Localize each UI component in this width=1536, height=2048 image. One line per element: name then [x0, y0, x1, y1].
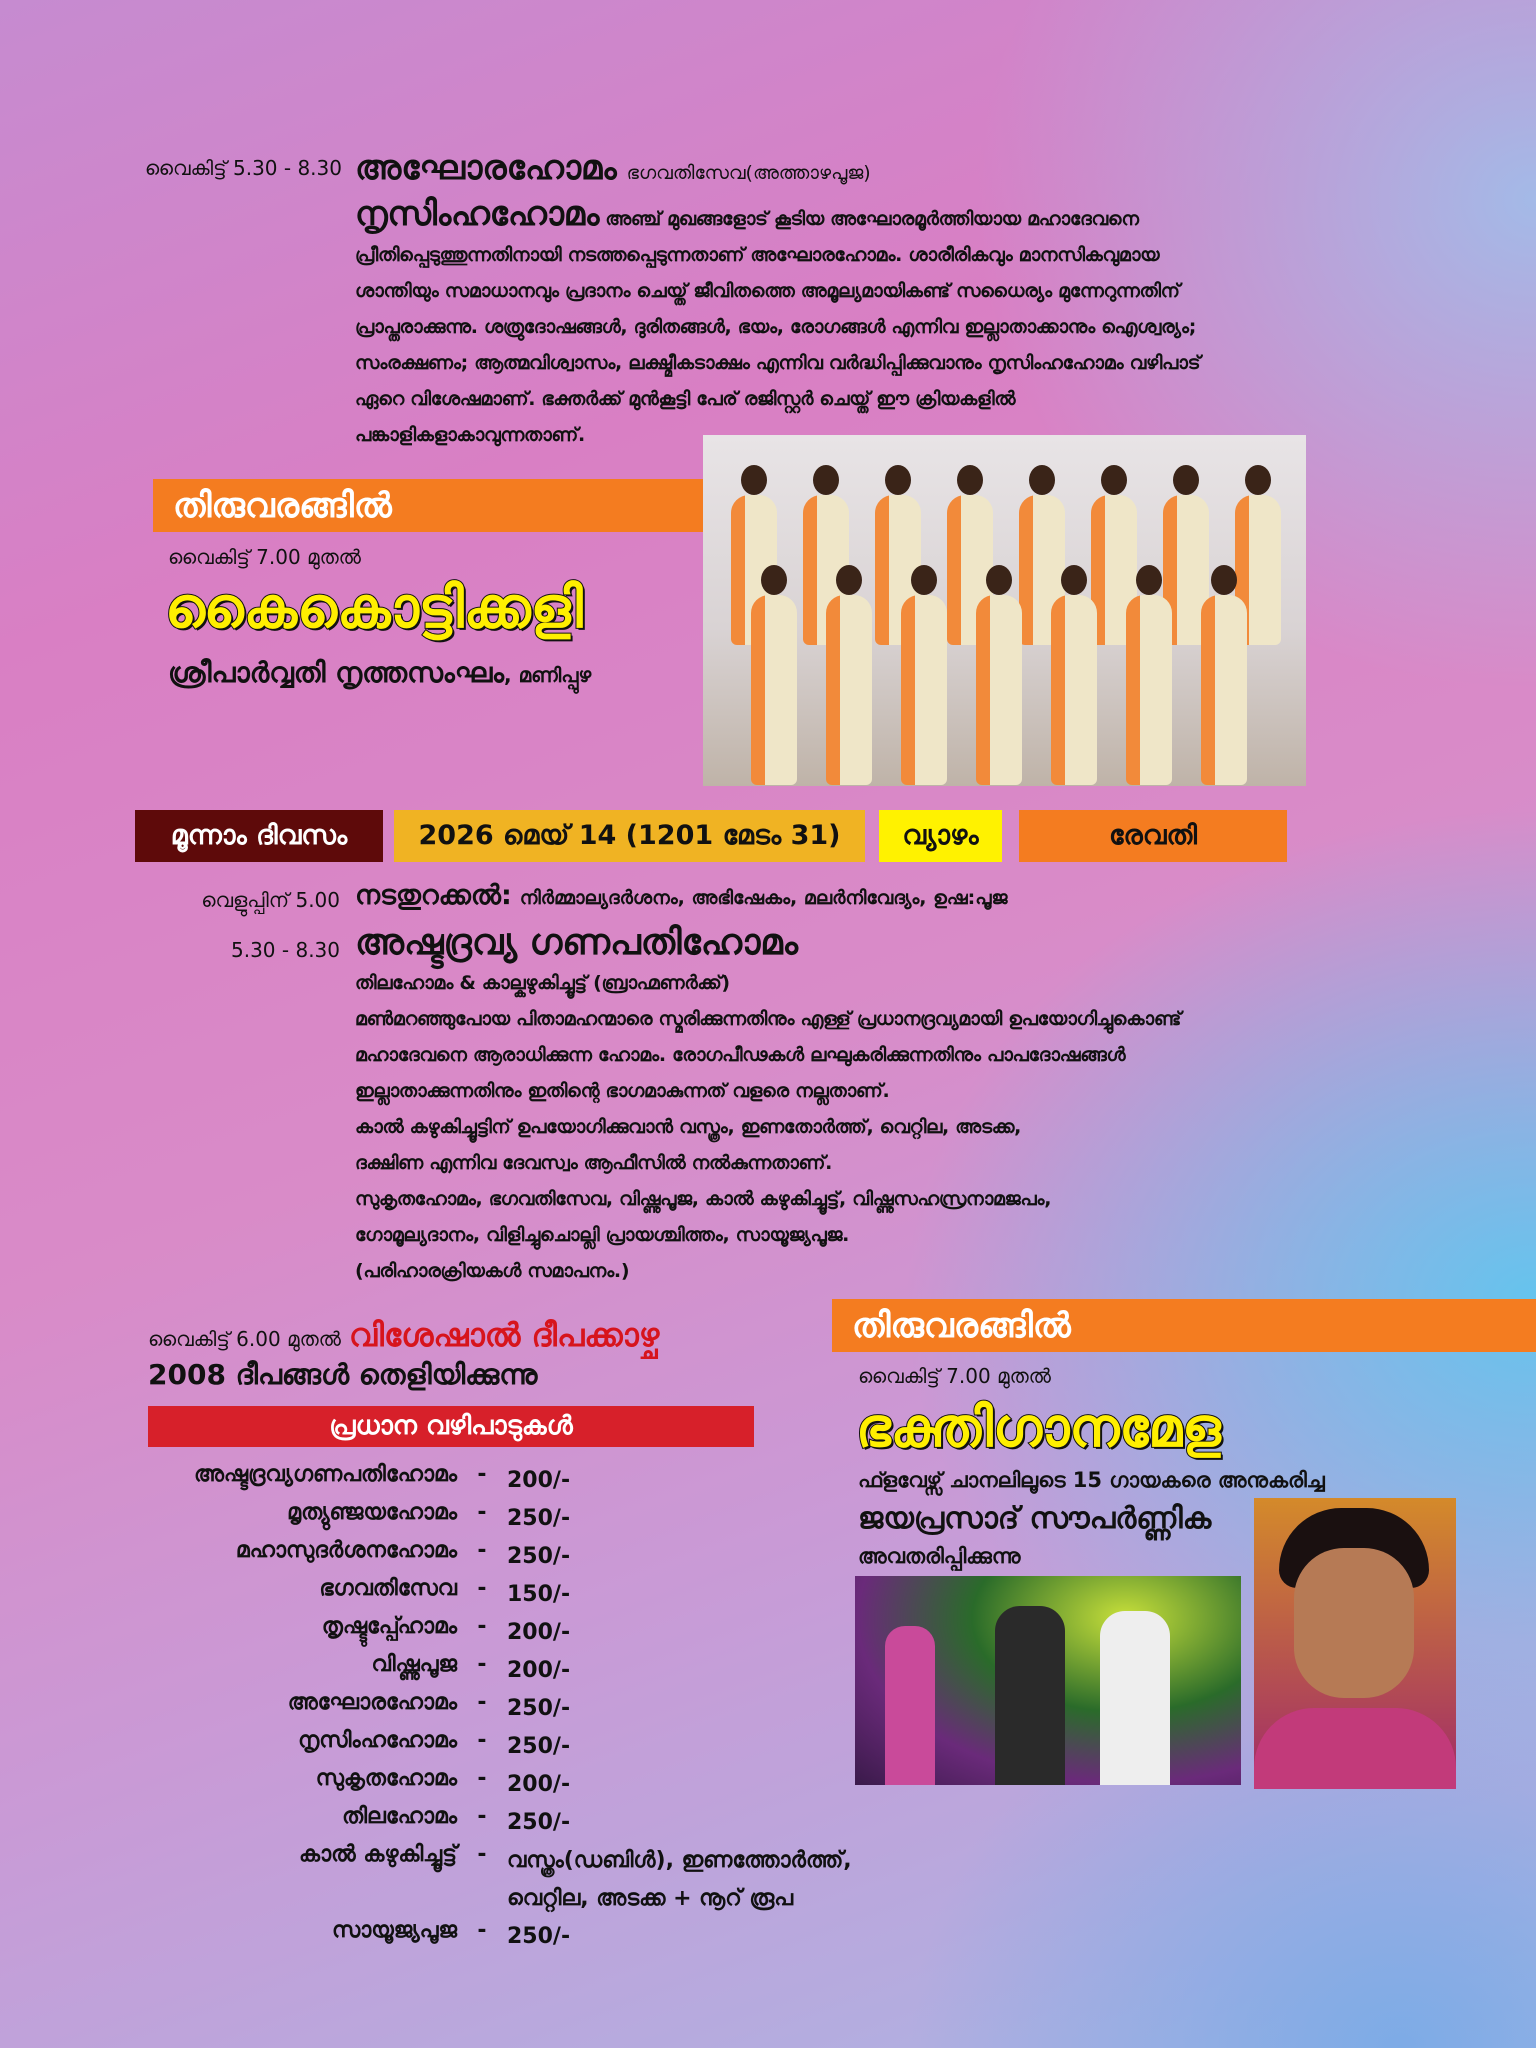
- dancer-figure: [968, 565, 1030, 786]
- singer-portrait-photo: [1254, 1498, 1456, 1789]
- offering-dash: -: [477, 1918, 487, 1943]
- para-line: പങ്കാളികളാകാവുന്നതാണ്.: [355, 424, 585, 446]
- offering-price: [507, 1538, 570, 1576]
- para-line: സംരക്ഷണം; ആത്മവിശ്വാസം, ലക്ഷ്മീകടാക്ഷം എന്നിവ വർദ്ധിപ്പിക്കുവാനും നൃസിംഹഹോമം വഴിപാട്: [355, 352, 1201, 374]
- offering-price: [507, 1690, 570, 1728]
- offering-name: മൃത്യുഞ്ജയഹോമം: [287, 1500, 457, 1525]
- ritual-subtitle: ഭഗവതിസേവ(അത്താഴപൂജ): [626, 162, 871, 184]
- ganapathi-homam-title: അഷ്ടദ്രവ്യ ഗണപതിഹോമം: [355, 922, 798, 963]
- offering-row: [40, 1576, 940, 1614]
- offering-name: സായൂജ്യപൂജ: [331, 1918, 457, 1943]
- offering-name: മഹാസുദർശനഹോമം: [235, 1538, 457, 1563]
- dancer-figure: [743, 565, 805, 786]
- stage-bar: തിരുവരങ്ങിൽ: [832, 1299, 1536, 1352]
- offering-row: [40, 1728, 940, 1766]
- offering-price: [507, 1576, 570, 1614]
- offering-dash: -: [477, 1804, 487, 1829]
- detail-line: ദക്ഷിണ എന്നിവ ദേവസ്വം ആഫീസിൽ നൽകുന്നതാണ്.: [355, 1152, 833, 1174]
- dancer-figure: [1043, 565, 1105, 786]
- detail-line: തിലഹോമം & കാല്കഴുകിച്ചൂട്ട് (ബ്രാഹ്മണർക്ക്): [355, 972, 730, 994]
- offering-price: [507, 1842, 852, 1911]
- offering-price: [507, 1804, 570, 1842]
- offering-row: [40, 1614, 940, 1652]
- para-line: പ്രീതിപ്പെടുത്തുന്നതിനായി നടത്തപ്പെടുന്നതാണ് അഘോരഹോമം. ശാരീരികവും മാനസികവുമായ: [355, 244, 1160, 266]
- para-line: ശാന്തിയും സമാധാനവും പ്രദാനം ചെയ്ത് ജീവിതത്തെ അമൂല്യമായികണ്ട് സധൈര്യം മുന്നേറുന്നതിന്: [355, 280, 1180, 302]
- deepa-subtitle: 2008 ദീപങ്ങൾ തെളിയിക്കുന്നു: [148, 1358, 538, 1391]
- offering-price: [507, 1918, 570, 1956]
- dancer-figure: [1118, 565, 1180, 786]
- nrisimha-paragraph: [355, 196, 1200, 453]
- dancer-figure: [1193, 565, 1255, 786]
- offering-row: [40, 1652, 940, 1690]
- dancers-photo: [703, 435, 1306, 786]
- offering-dash: -: [477, 1766, 487, 1791]
- time-label: വൈകിട്ട് 5.30 - 8.30: [144, 156, 342, 180]
- offering-name: കാൽ കഴുകിച്ചൂട്ട്: [299, 1842, 457, 1867]
- price-line: 200/-: [507, 1620, 571, 1645]
- artist-presents: അവതരിപ്പിക്കുന്നു: [858, 1544, 1021, 1568]
- dancer-figure: [893, 565, 955, 786]
- offering-row: [40, 1538, 940, 1576]
- offering-row: [40, 1918, 940, 1956]
- price-line: 250/-: [507, 1810, 571, 1835]
- deepa-time: വൈകിട്ട് 6.00 മുതൽ: [148, 1327, 341, 1351]
- price-line: 150/-: [507, 1582, 571, 1607]
- group-place: , മണിപ്പുഴ: [504, 663, 592, 687]
- offering-dash: -: [477, 1500, 487, 1525]
- offering-row: [40, 1690, 940, 1728]
- detail-line: ഗോമൂല്യദാനം, വിളിച്ചുചൊല്ലി പ്രായശ്ചിത്തം, സായൂജ്യപൂജ.: [355, 1224, 850, 1246]
- offering-price: [507, 1766, 570, 1804]
- offering-name: ഭഗവതിസേവ: [319, 1576, 457, 1601]
- time-label: വെളുപ്പിന് 5.00: [201, 888, 340, 912]
- group-label: ശ്രീപാർവ്വതി നൃത്തസംഘം: [168, 656, 505, 689]
- price-line: 250/-: [507, 1924, 571, 1949]
- price-line: 250/-: [507, 1544, 571, 1569]
- artist-name: ജയപ്രസാദ് സൗപർണ്ണിക: [858, 1501, 1212, 1536]
- price-line: വെറ്റില, അടക്ക + നൂറ് രൂപ: [507, 1886, 794, 1911]
- offering-row: [40, 1766, 940, 1804]
- offering-price: [507, 1500, 570, 1538]
- offering-name: അഘോരഹോമം: [287, 1690, 457, 1715]
- offering-price: [507, 1652, 570, 1690]
- offering-dash: -: [477, 1728, 487, 1753]
- opening-title: നടതുറക്കൽ:: [355, 880, 512, 911]
- deepa-title: വിശേഷാൽ ദീപക്കാഴ്ച: [348, 1316, 660, 1354]
- para-title: നൃസിംഹഹോമം: [355, 194, 600, 234]
- price-line: വസ്ത്രം(ഡബിൾ), ഇണത്തോർത്ത്,: [507, 1848, 852, 1873]
- offering-price: [507, 1728, 570, 1766]
- detail-line: (പരിഹാരക്രിയകൾ സമാപനം.): [355, 1260, 630, 1282]
- day-label: മൂന്നാം ദിവസം: [135, 810, 383, 862]
- detail-line: കാൽ കഴുകിച്ചൂട്ടിന് ഉപയോഗിക്കുവാൻ വസ്ത്രം, ഇണതോർത്ത്, വെറ്റില, അടക്ക,: [355, 1116, 1022, 1138]
- group-name: [168, 656, 591, 690]
- offering-row: [40, 1500, 940, 1538]
- stage-performance-photo: [855, 1576, 1241, 1785]
- artist-intro: ഫ്ളവേഴ്സ് ചാനലിലൂടെ 15 ഗായകരെ അനുകരിച്ച: [858, 1468, 1325, 1492]
- detail-line: മൺമറഞ്ഞുപോയ പിതാമഹന്മാരെ സ്മരിക്കുന്നതിനും എള്ള് പ്രധാനദ്രവ്യമായി ഉപയോഗിച്ചുകൊണ്ട്: [355, 1008, 1181, 1030]
- offering-dash: -: [477, 1576, 487, 1601]
- detail-line: മഹാദേവനെ ആരാധിക്കുന്ന ഹോമം. രോഗപീഢകൾ ലഘുകരിക്കുന്നതിനും പാപദോഷങ്ങൾ: [355, 1044, 1126, 1066]
- offering-name: നൃസിംഹഹോമം: [298, 1728, 457, 1753]
- offering-row: [40, 1842, 940, 1911]
- offering-row: [40, 1804, 940, 1842]
- day-weekday: വ്യാഴം: [879, 810, 1002, 862]
- offering-name: തൃഷ്ടുപ്പ്ഹോമം: [321, 1614, 457, 1639]
- offering-price: [507, 1462, 570, 1500]
- offering-dash: -: [477, 1462, 487, 1487]
- ritual-title: അഘോരഹോമം: [355, 148, 617, 188]
- time-label: 5.30 - 8.30: [231, 938, 340, 962]
- dancer-figure: [818, 565, 880, 786]
- offering-name: തിലഹോമം: [342, 1804, 457, 1829]
- offerings-header: പ്രധാന വഴിപാടുകൾ: [148, 1406, 754, 1447]
- ganapathi-homam-details: [355, 965, 1181, 1289]
- para-line: ഏറെ വിശേഷമാണ്. ഭക്തർക്ക് മുൻകൂട്ടി പേര് രജിസ്റ്റർ ചെയ്ത് ഈ ക്രിയകളിൽ: [355, 388, 1016, 410]
- event-title: ഭക്തിഗാനമേള: [856, 1396, 1221, 1459]
- stage-time: വൈകിട്ട് 7.00 മുതൽ: [858, 1364, 1051, 1388]
- day-date: 2026 മെയ് 14 (1201 മേടം 31): [394, 810, 865, 862]
- offering-dash: -: [477, 1842, 487, 1867]
- detail-line: ഇല്ലാതാക്കുന്നതിനും ഇതിന്റെ ഭാഗമാകുന്നത് വളരെ നല്ലതാണ്.: [355, 1080, 890, 1102]
- offering-name: വിഷ്ണുപൂജ: [371, 1652, 457, 1677]
- offering-name: സുകൃതഹോമം: [315, 1766, 457, 1791]
- stage-time: വൈകിട്ട് 7.00 മുതൽ: [168, 545, 361, 569]
- event-title: കൈകൊട്ടിക്കളി: [165, 576, 583, 641]
- offering-price: [507, 1614, 570, 1652]
- price-line: 200/-: [507, 1658, 571, 1683]
- price-line: 200/-: [507, 1772, 571, 1797]
- offering-row: [40, 1462, 940, 1500]
- offering-dash: -: [477, 1538, 487, 1563]
- price-line: 250/-: [507, 1734, 571, 1759]
- price-line: 200/-: [507, 1468, 571, 1493]
- day-star: രേവതി: [1019, 810, 1287, 862]
- price-line: 250/-: [507, 1696, 571, 1721]
- offering-dash: -: [477, 1690, 487, 1715]
- offering-name: അഷ്ടദ്രവ്യഗണപതിഹോമം: [193, 1462, 457, 1487]
- para-line: പ്രാപ്തരാക്കുന്നു. ശത്രുദോഷങ്ങൾ, ദുരിതങ്ങൾ, ഭയം, രോഗങ്ങൾ എന്നിവ ഇല്ലാതാക്കാനും ഐശ്വര്യം;: [355, 316, 1196, 338]
- detail-line: സുകൃതഹോമം, ഭഗവതിസേവ, വിഷ്ണുപൂജ, കാൽ കഴുകിച്ചൂട്ട്, വിഷ്ണുസഹസ്രനാമജപം,: [355, 1188, 1052, 1210]
- stage-bar: തിരുവരങ്ങിൽ: [153, 479, 703, 532]
- para-line: അഞ്ച് മുഖങ്ങളോട് കൂടിയ അഘോരമൂർത്തിയായ മഹാദേവനെ: [605, 208, 1139, 230]
- offering-dash: -: [477, 1614, 487, 1639]
- opening-text: നിർമ്മാല്യദർശനം, അഭിഷേകം, മലർനിവേദ്യം, ഉഷ:പൂജ: [519, 887, 1008, 909]
- offering-dash: -: [477, 1652, 487, 1677]
- price-line: 250/-: [507, 1506, 571, 1531]
